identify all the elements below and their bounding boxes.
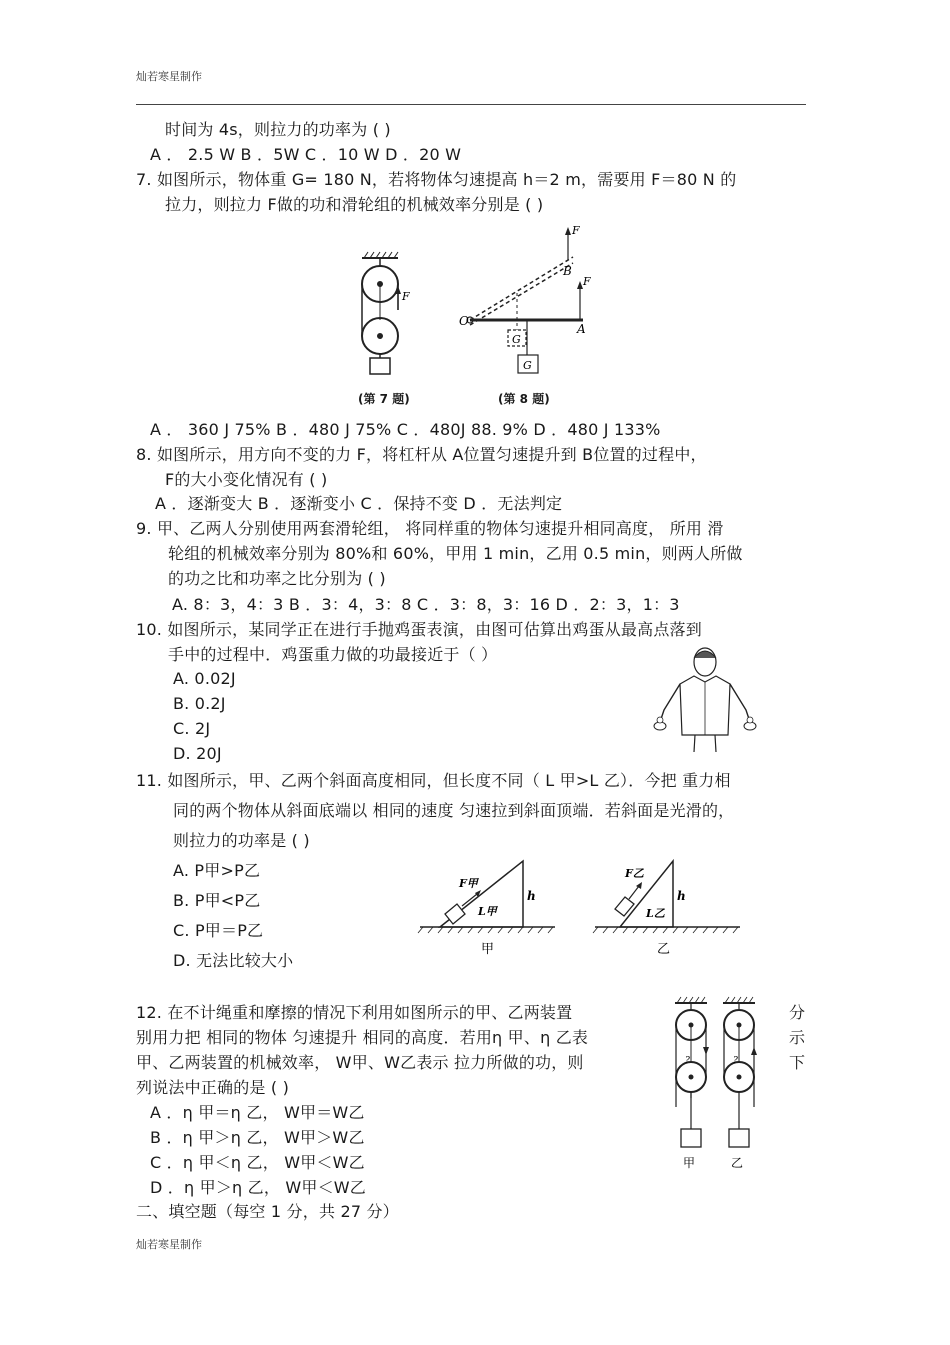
q8-fig-O: O: [459, 314, 469, 328]
header-maker: 灿若寒星制作: [136, 70, 202, 83]
q12-side3: 下: [789, 1053, 806, 1072]
q12-pulley-figure: [665, 995, 765, 1175]
q10-juggler-figure: [650, 640, 760, 755]
q12-line4: 列说法中正确的是 ( ): [136, 1078, 290, 1097]
q11-fig-label-jia: 甲: [481, 942, 495, 957]
svg-text:F: F: [583, 275, 591, 288]
q10-option-d: D. 20J: [173, 744, 222, 763]
q12-line3: 甲、乙两装置的机械效率， W甲、W乙表示 拉力所做的功，则: [136, 1053, 584, 1072]
q11-fig-h-jia: h: [527, 889, 536, 903]
q12-line1: 12. 在不计绳重和摩擦的情况下利用如图所示的甲、乙两装置: [136, 1003, 573, 1022]
q7-line2: 拉力，则拉力 F做的功和滑轮组的机械效率分别是 ( ): [165, 195, 544, 214]
q11-option-b: B. P甲<P乙: [173, 891, 261, 910]
q11-fig-label-yi: 乙: [657, 942, 671, 957]
caption-q8: (第 8 题): [498, 392, 550, 406]
q11-incline-figure: [415, 855, 750, 960]
svg-text:F: F: [572, 224, 580, 237]
q11-fig-h-yi: h: [677, 889, 686, 903]
q12-side1: 分: [789, 1003, 806, 1022]
q10-option-c: C. 2J: [173, 719, 211, 738]
svg-text:?: ?: [685, 1056, 690, 1066]
caption-q7: (第 7 题): [358, 392, 410, 406]
q9-options: A. 8：3，4：3 B ．3：4，3：8 C ．3：8，3：16 D ．2：3，1：3: [172, 595, 680, 614]
q7-line1: 7. 如图所示，物体重 G= 180 N，若将物体匀速提高 h＝2 m，需要用 F＝80 N 的: [136, 170, 737, 189]
q6-options: A ． 2.5 W B ．5W C ．10 W D ．20 W: [150, 145, 462, 164]
footer-maker: 灿若寒星制作: [136, 1238, 202, 1251]
q12-option-a: A ．η 甲＝η 乙， W甲＝W乙: [150, 1103, 365, 1122]
header-rule: [136, 104, 806, 105]
section2-title: 二、填空题（每空 1 分，共 27 分）: [136, 1202, 399, 1221]
q8-options: A ．逐渐变大 B ．逐渐变小 C ．保持不变 D ．无法判定: [155, 494, 563, 513]
q7-pulley-figure: [350, 250, 410, 410]
q12-option-b: B ．η 甲＞η 乙， W甲＞W乙: [150, 1128, 365, 1147]
q12-fig-label-jia: 甲: [683, 1156, 696, 1170]
q9-line1: 9. 甲、乙两人分别使用两套滑轮组， 将同样重的物体匀速提升相同高度， 所用 滑: [136, 519, 724, 538]
q8-line1: 8. 如图所示，用方向不变的力 F，将杠杆从 A位置匀速提升到 B位置的过程中，: [136, 445, 707, 464]
q7-options: A ． 360 J 75% B ．480 J 75% C ．480J 88. 9% D ．480 J 133%: [150, 420, 661, 439]
q11-line1: 11. 如图所示，甲、乙两个斜面高度相同，但长度不同（ L 甲>L 乙）．今把 重力相: [136, 771, 731, 790]
q10-line1: 10. 如图所示，某同学正在进行手抛鸡蛋表演，由图可估算出鸡蛋从最高点落到: [136, 620, 702, 639]
q11-fig-F-yi: F乙: [625, 867, 644, 880]
q12-side2: 示: [789, 1028, 806, 1047]
q8-line2: F的大小变化情况有 ( ): [165, 470, 328, 489]
q10-option-a: A. 0.02J: [173, 669, 236, 688]
q11-fig-L-jia: L甲: [478, 905, 497, 918]
q12-option-d: D ．η 甲＞η 乙， W甲＜W乙: [150, 1178, 366, 1197]
q11-option-d: D. 无法比较大小: [173, 951, 294, 970]
q8-fig-G: G: [523, 359, 532, 372]
q11-fig-L-yi: L乙: [646, 907, 665, 920]
q12-option-c: C ．η 甲＜η 乙， W甲＜W乙: [150, 1153, 365, 1172]
q12-line2: 别用力把 相同的物体 匀速提升 相同的高度．若用η 甲、η 乙表: [136, 1028, 589, 1047]
q7-fig-F: F: [402, 290, 410, 303]
q11-option-c: C. P甲＝P乙: [173, 921, 264, 940]
q11-option-a: A. P甲>P乙: [173, 861, 261, 880]
q10-line2: 手中的过程中．鸡蛋重力做的功最接近于（ ）: [168, 645, 498, 664]
q11-line3: 则拉力的功率是 ( ): [173, 831, 310, 850]
svg-text:?: ?: [733, 1056, 738, 1066]
q11-fig-F-jia: F甲: [459, 877, 478, 890]
q8-fig-A: A: [577, 322, 586, 336]
q8-fig-B: B: [563, 264, 572, 278]
q10-option-b: B. 0.2J: [173, 694, 226, 713]
svg-text:G: G: [512, 333, 521, 346]
q12-fig-label-yi: 乙: [731, 1156, 744, 1170]
q8-lever-figure: [455, 225, 605, 385]
q9-line2: 轮组的机械效率分别为 80%和 60%，甲用 1 min，乙用 0.5 min，则两人所做: [168, 544, 743, 563]
q11-line2: 同的两个物体从斜面底端以 相同的速度 匀速拉到斜面顶端．若斜面是光滑的，: [173, 801, 735, 820]
q6-stem-tail: 时间为 4s，则拉力的功率为 ( ): [165, 120, 391, 139]
q9-line3: 的功之比和功率之比分别为 ( ): [168, 569, 386, 588]
